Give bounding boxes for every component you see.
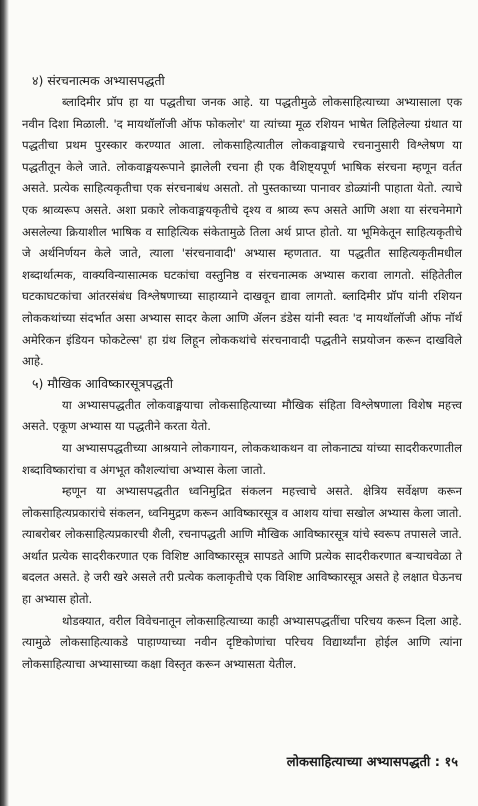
paragraph: थोडक्यात, वरील विवेचनातून लोकसाहित्याच्या काही अभ्यासपद्धतींचा परिचय करून दिला आहे. त्यामुळे लोकसाहित्याकडे पाहाण्याच्या नवीन दृष्टिकोणांचा परिचय विद्यार्थ्यांना होईल आणि त्यांना लोकसाहित्याचा अभ्यासाच्या कक्षा विस्तृत करून अभ्यासता येतील. (22, 613, 462, 671)
section-heading-structural: ४) संरचनात्मक अभ्यासपद्धती (32, 73, 165, 88)
paragraph: या अभ्यासपद्धतीत लोकवाङ्मयाचा लोकसाहित्याच्या मौखिक संहिता विश्लेषणाला विशेष महत्त्व असते. एकूण अभ्यास या पद्धतीने करता येतो. (22, 397, 462, 434)
paragraph: ब्लादिमीर प्रॉप हा या पद्धतीचा जनक आहे. या पद्धतीमुळे लोकसाहित्याच्या अभ्यासाला एक नवीन दिशा मिळाली. 'द मायथॉलॉजी ऑफ फोकलोर' या त्यांच्या मूळ रशियन भाषेत लिहिलेल्या ग्रंथात या पद्धतीचा प्रथम पुरस्कार करण्यात आला. लोकसाहित्यातील लोकवाङ्मयाचे रचनानुसारी विश्लेषण या पद्धतीतून केले जाते. लोकवाङ्मयरूपाने झालेली रचना ही एक वैशिष्ट्यपूर्ण भाषिक संरचना म्हणून वर्तत असते. प्रत्येक साहित्यकृतीचा एक संरचनाबंध असतो. तो पुस्तकाच्या पानावर डोळ्यांनी पाहाता येतो. त्याचे एक श्राव्यरूप असते. अशा प्रकारे लोकवाङ्मयकृतीचे दृश्य व श्राव्य रूप असते आणि अशा या संरचनेमागे असलेल्या क्रियाशील भाषिक व साहित्यिक संकेतामुळे तिला अर्थ प्राप्त होतो. या भूमिकेतून साहित्यकृतीचे जे अर्थनिर्णयन केले जाते, त्याला 'संरचनावादी' अभ्यास म्हणतात. या पद्धतीत साहित्यकृतीमधील शब्दार्थात्मक, वाक्यविन्यासात्मक घटकांचा वस्तुनिष्ठ व संरचनात्मक अभ्यास करावा लागतो. संहितेतील घटकाघटकांचा आंतरसंबंध विश्लेषणाच्या साहाय्याने दाखवून द्यावा लागतो. ब्लादिमीर प्रॉप यांनी रशियन लोककथांच्या संदर्भात असा अभ्यास सादर केला आणि ॲलन डंडेस यांनी स्वतः 'द मायथॉलॉजी ऑफ नॉर्थ अमेरिकन इंडियन फोकटेल्स' हा ग्रंथ लिहून लोककथांचे संरचनावादी पद्धतीने सप्रयोजन करून दाखविले आहे. (22, 95, 462, 369)
paragraph: म्हणून या अभ्यासपद्धतीत ध्वनिमुद्रित संकलन महत्त्वाचे असते. क्षेत्रिय सर्वेक्षण करून लोकसाहित्यप्रकारांचे संकलन, ध्वनिमुद्रण करून आविष्कारसूत्र व आशय यांचा सखोल अभ्यास केला जातो. त्याबरोबर लोकसाहित्यप्रकारची शैली, रचनापद्धती आणि मौखिक आविष्कारसूत्र यांचे स्वरूप तपासले जाते. अर्थात प्रत्येक सादरीकरणात एक विशिष्ट आविष्कारसूत्र सापडते आणि प्रत्येक सादरीकरणात बऱ्याचवेळा ते बदलत असते. हे जरी खरे असले तरी प्रत्येक कलाकृतीचे एक विशिष्ट आविष्कारसूत्र असते हे लक्षात घेऊनच हा अभ्यास होतो. (22, 484, 462, 607)
paragraph: या अभ्यासपद्धतीच्या आश्रयाने लोकगायन, लोककथाकथन वा लोकनाट्य यांच्या सादरीकरणातील शब्दाविष्कारांचा व अंगभूत कौशल्यांचा अभ्यास केला जातो. (22, 440, 462, 477)
section-heading-oral: ५) मौखिक आविष्कारसूत्रपद्धती (32, 375, 173, 391)
page-footer: लोकसाहित्याच्या अभ्यासपद्धती : १५ (286, 755, 458, 770)
